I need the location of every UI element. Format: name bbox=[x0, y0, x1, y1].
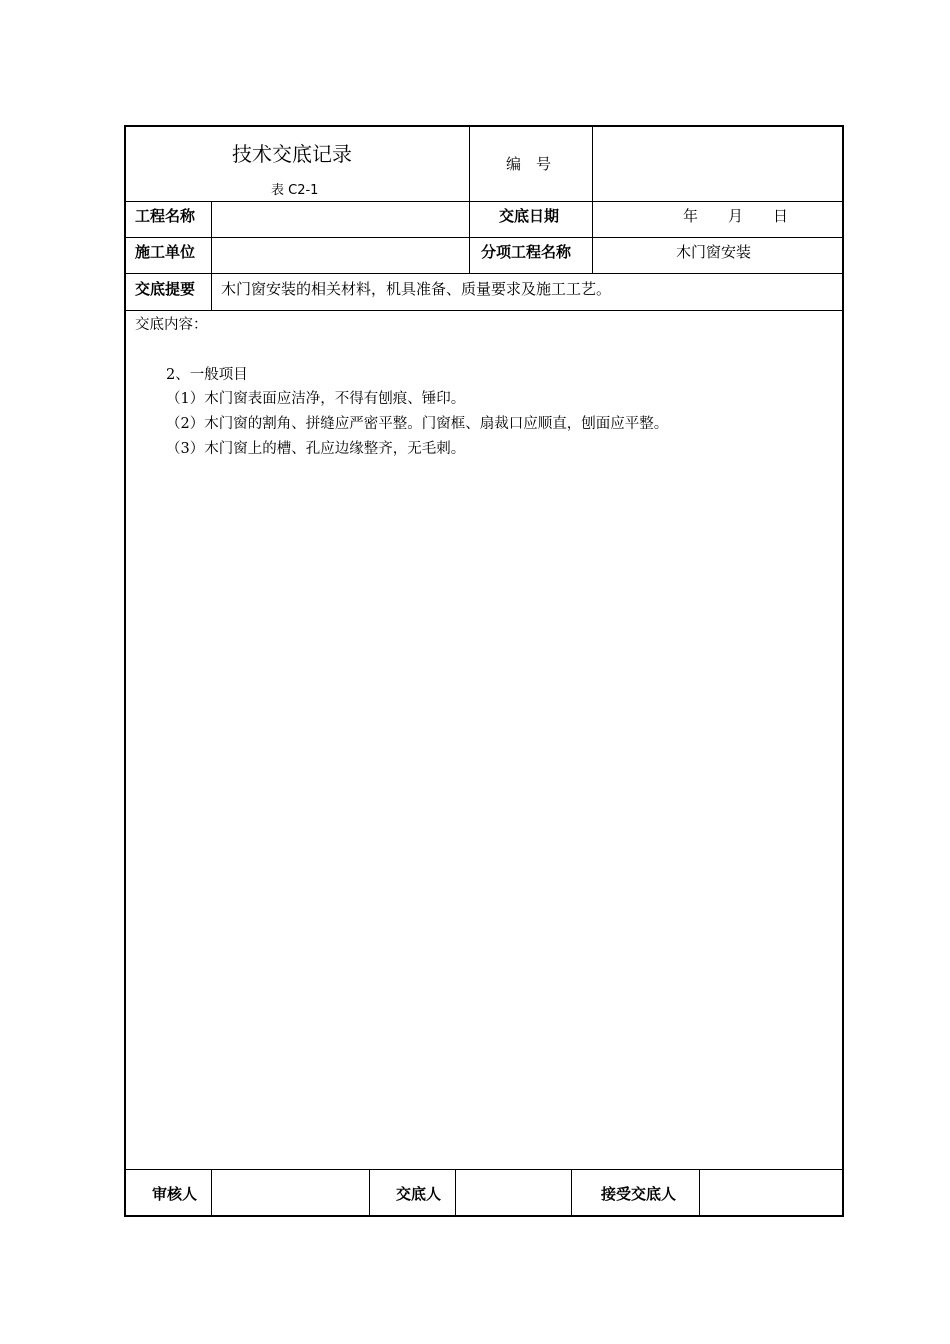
form-title: 技术交底记录 bbox=[232, 142, 352, 166]
date-label: 交底日期 bbox=[499, 207, 560, 225]
row-divider bbox=[126, 1169, 842, 1170]
project-name-label: 工程名称 bbox=[135, 207, 196, 225]
row-divider bbox=[126, 201, 842, 202]
construction-unit-label: 施工单位 bbox=[135, 243, 196, 261]
row-divider bbox=[126, 237, 842, 238]
discloser-label: 交底人 bbox=[396, 1185, 442, 1203]
summary-field[interactable]: 木门窗安装的相关材料，机具准备、质量要求及施工工艺。 bbox=[221, 280, 612, 298]
reviewer-field[interactable] bbox=[221, 1185, 361, 1205]
row-divider bbox=[126, 310, 842, 311]
content-line: （2）木门窗的割角、拼缝应严密平整。门窗框、扇裁口应顺直，刨面应平整。 bbox=[166, 416, 669, 432]
construction-unit-field[interactable] bbox=[221, 245, 461, 265]
column-divider bbox=[571, 1169, 572, 1217]
technical-disclosure-form bbox=[124, 125, 844, 1217]
column-divider bbox=[469, 127, 470, 274]
content-line: （1）木门窗表面应洁净，不得有刨痕、锤印。 bbox=[166, 391, 466, 407]
date-field[interactable]: 年 月 日 bbox=[683, 207, 789, 225]
reviewer-label: 审核人 bbox=[152, 1185, 198, 1203]
project-name-field[interactable] bbox=[221, 209, 461, 229]
column-divider bbox=[211, 1169, 212, 1217]
form-code: 表 C2-1 bbox=[271, 183, 319, 198]
number-label: 编 号 bbox=[506, 155, 552, 173]
column-divider bbox=[455, 1169, 456, 1217]
row-divider bbox=[126, 273, 842, 274]
content-label: 交底内容： bbox=[135, 317, 208, 333]
receiver-label: 接受交底人 bbox=[601, 1185, 677, 1203]
receiver-field[interactable] bbox=[709, 1185, 834, 1205]
summary-label: 交底提要 bbox=[135, 280, 196, 298]
column-divider bbox=[699, 1169, 700, 1217]
content-line: 2、一般项目 bbox=[166, 367, 248, 383]
sub-project-field[interactable]: 木门窗安装 bbox=[676, 243, 752, 261]
discloser-field[interactable] bbox=[463, 1185, 563, 1205]
number-field[interactable] bbox=[606, 157, 826, 177]
column-divider bbox=[211, 201, 212, 311]
column-divider bbox=[369, 1169, 370, 1217]
content-line: （3）木门窗上的槽、孔应边缘整齐，无毛刺。 bbox=[166, 441, 466, 457]
sub-project-label: 分项工程名称 bbox=[481, 243, 572, 261]
column-divider bbox=[592, 127, 593, 274]
